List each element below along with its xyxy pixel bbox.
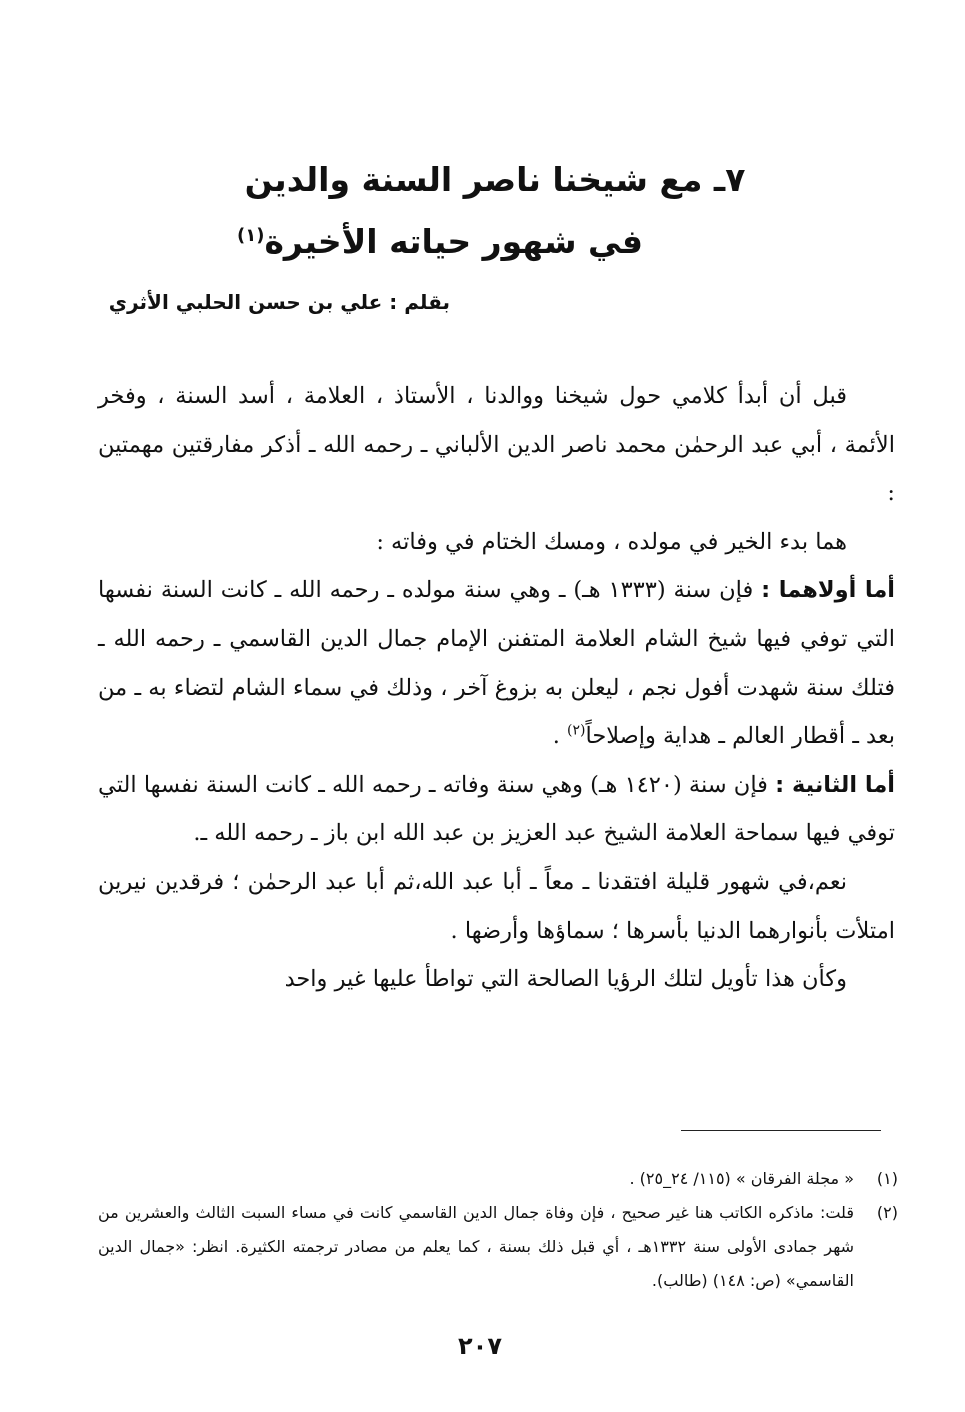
footnote-number: (١) <box>876 1169 898 1188</box>
paragraph-summary: هما بدء الخير في مولده ، ومسك الختام في وفاته : <box>376 528 847 555</box>
paragraph-intro: قبل أن أبدأ كلامي حول شيخنا ووالدنا ، الأستاذ ، العلامة ، أسد السنة ، وفخر الأئمة ، أبي عبد الرحمٰن محمد ناصر الدين الألباني ـ رحمه الله ـ أذكر مفارقتين مهمتين : <box>98 383 895 507</box>
paragraph-second-text: فإن سنة (١٤٢٠ هـ) وهي سنة وفاته ـ رحمه الله ـ كانت السنة نفسها التي توفي فيها سماحة العلامة الشيخ عبد العزيز بن عبد الله ابن باز ـ رحمه الله ـ. <box>98 771 895 847</box>
paragraph-vision: وكأن هذا تأويل لتلك الرؤيا الصالحة التي تواطأ عليها غير واحد <box>284 966 847 993</box>
paragraph-yes: نعم،في شهور قليلة افتقدنا ـ معاً ـ أبا عبد الله،ثم أبا عبد الرحمٰن ؛ فرقدين نيرين امتلأت بأنوارهما الدنيا بأسرها ؛ سماؤها وأرضها . <box>98 868 895 944</box>
paragraph-second <box>98 761 895 858</box>
paragraph-first-text: فإن سنة (١٣٣٣ هـ) ـ وهي سنة مولده ـ رحمه الله ـ كانت السنة نفسها التي توفي فيها شيخ الشام العلامة المتفنن الإمام جمال الدين القاسمي ـ رحمه الله ـ فتلك سنة شهدت أفول نجم ، ليعلن به بزوغ آخر ، وذلك في سماء الشام لتضاء به ـ من بعد ـ أقطار العالم ـ هداية وإصلاحاً <box>98 577 896 750</box>
chapter-title-line-2-text: في شهور حياته الأخيرة <box>264 222 644 261</box>
chapter-title-line-1 <box>190 160 800 200</box>
paragraph-second-lead: أما الثانية : <box>775 771 896 798</box>
footnote-divider <box>681 1130 881 1131</box>
article-body <box>98 372 895 1004</box>
footnote-text: قلت: ماذكره الكاتب هنا غير صحيح ، فإن وفاة جمال الدين القاسمي كانت في مساء السبت الثالث والعشرين من شهر جمادى الأولى سنة ١٣٣٢هـ ، أي قبل ذلك بسنة ، كما يعلم من مصادر ترجمته الكثيرة. انظر: «جمال الدين القاسمي» (ص: ١٤٨) (طالب). <box>98 1203 855 1290</box>
footnote-item <box>98 1196 898 1298</box>
chapter-title-line-1-text: ٧ـ مع شيخنا ناصر السنة والدين <box>244 160 746 199</box>
footnotes-section <box>98 1162 898 1298</box>
paragraph-first <box>98 566 895 760</box>
body-footnote-ref: (٢) <box>567 722 586 739</box>
chapter-title-line-2 <box>190 222 690 262</box>
footnote-number: (٢) <box>876 1203 898 1222</box>
page-number: ٢٠٧ <box>458 1332 502 1360</box>
title-footnote-ref: (١) <box>236 225 265 246</box>
paragraph-first-lead: أما أولاهما : <box>761 577 896 604</box>
footnote-text: « مجلة الفرقان » (١١٥/ ٢٤_٢٥) . <box>629 1169 854 1188</box>
paragraph-first-end: . <box>552 723 567 750</box>
author-byline: بقلم : علي بن حسن الحلبي الأثري <box>108 290 450 314</box>
footnote-item <box>98 1162 898 1196</box>
